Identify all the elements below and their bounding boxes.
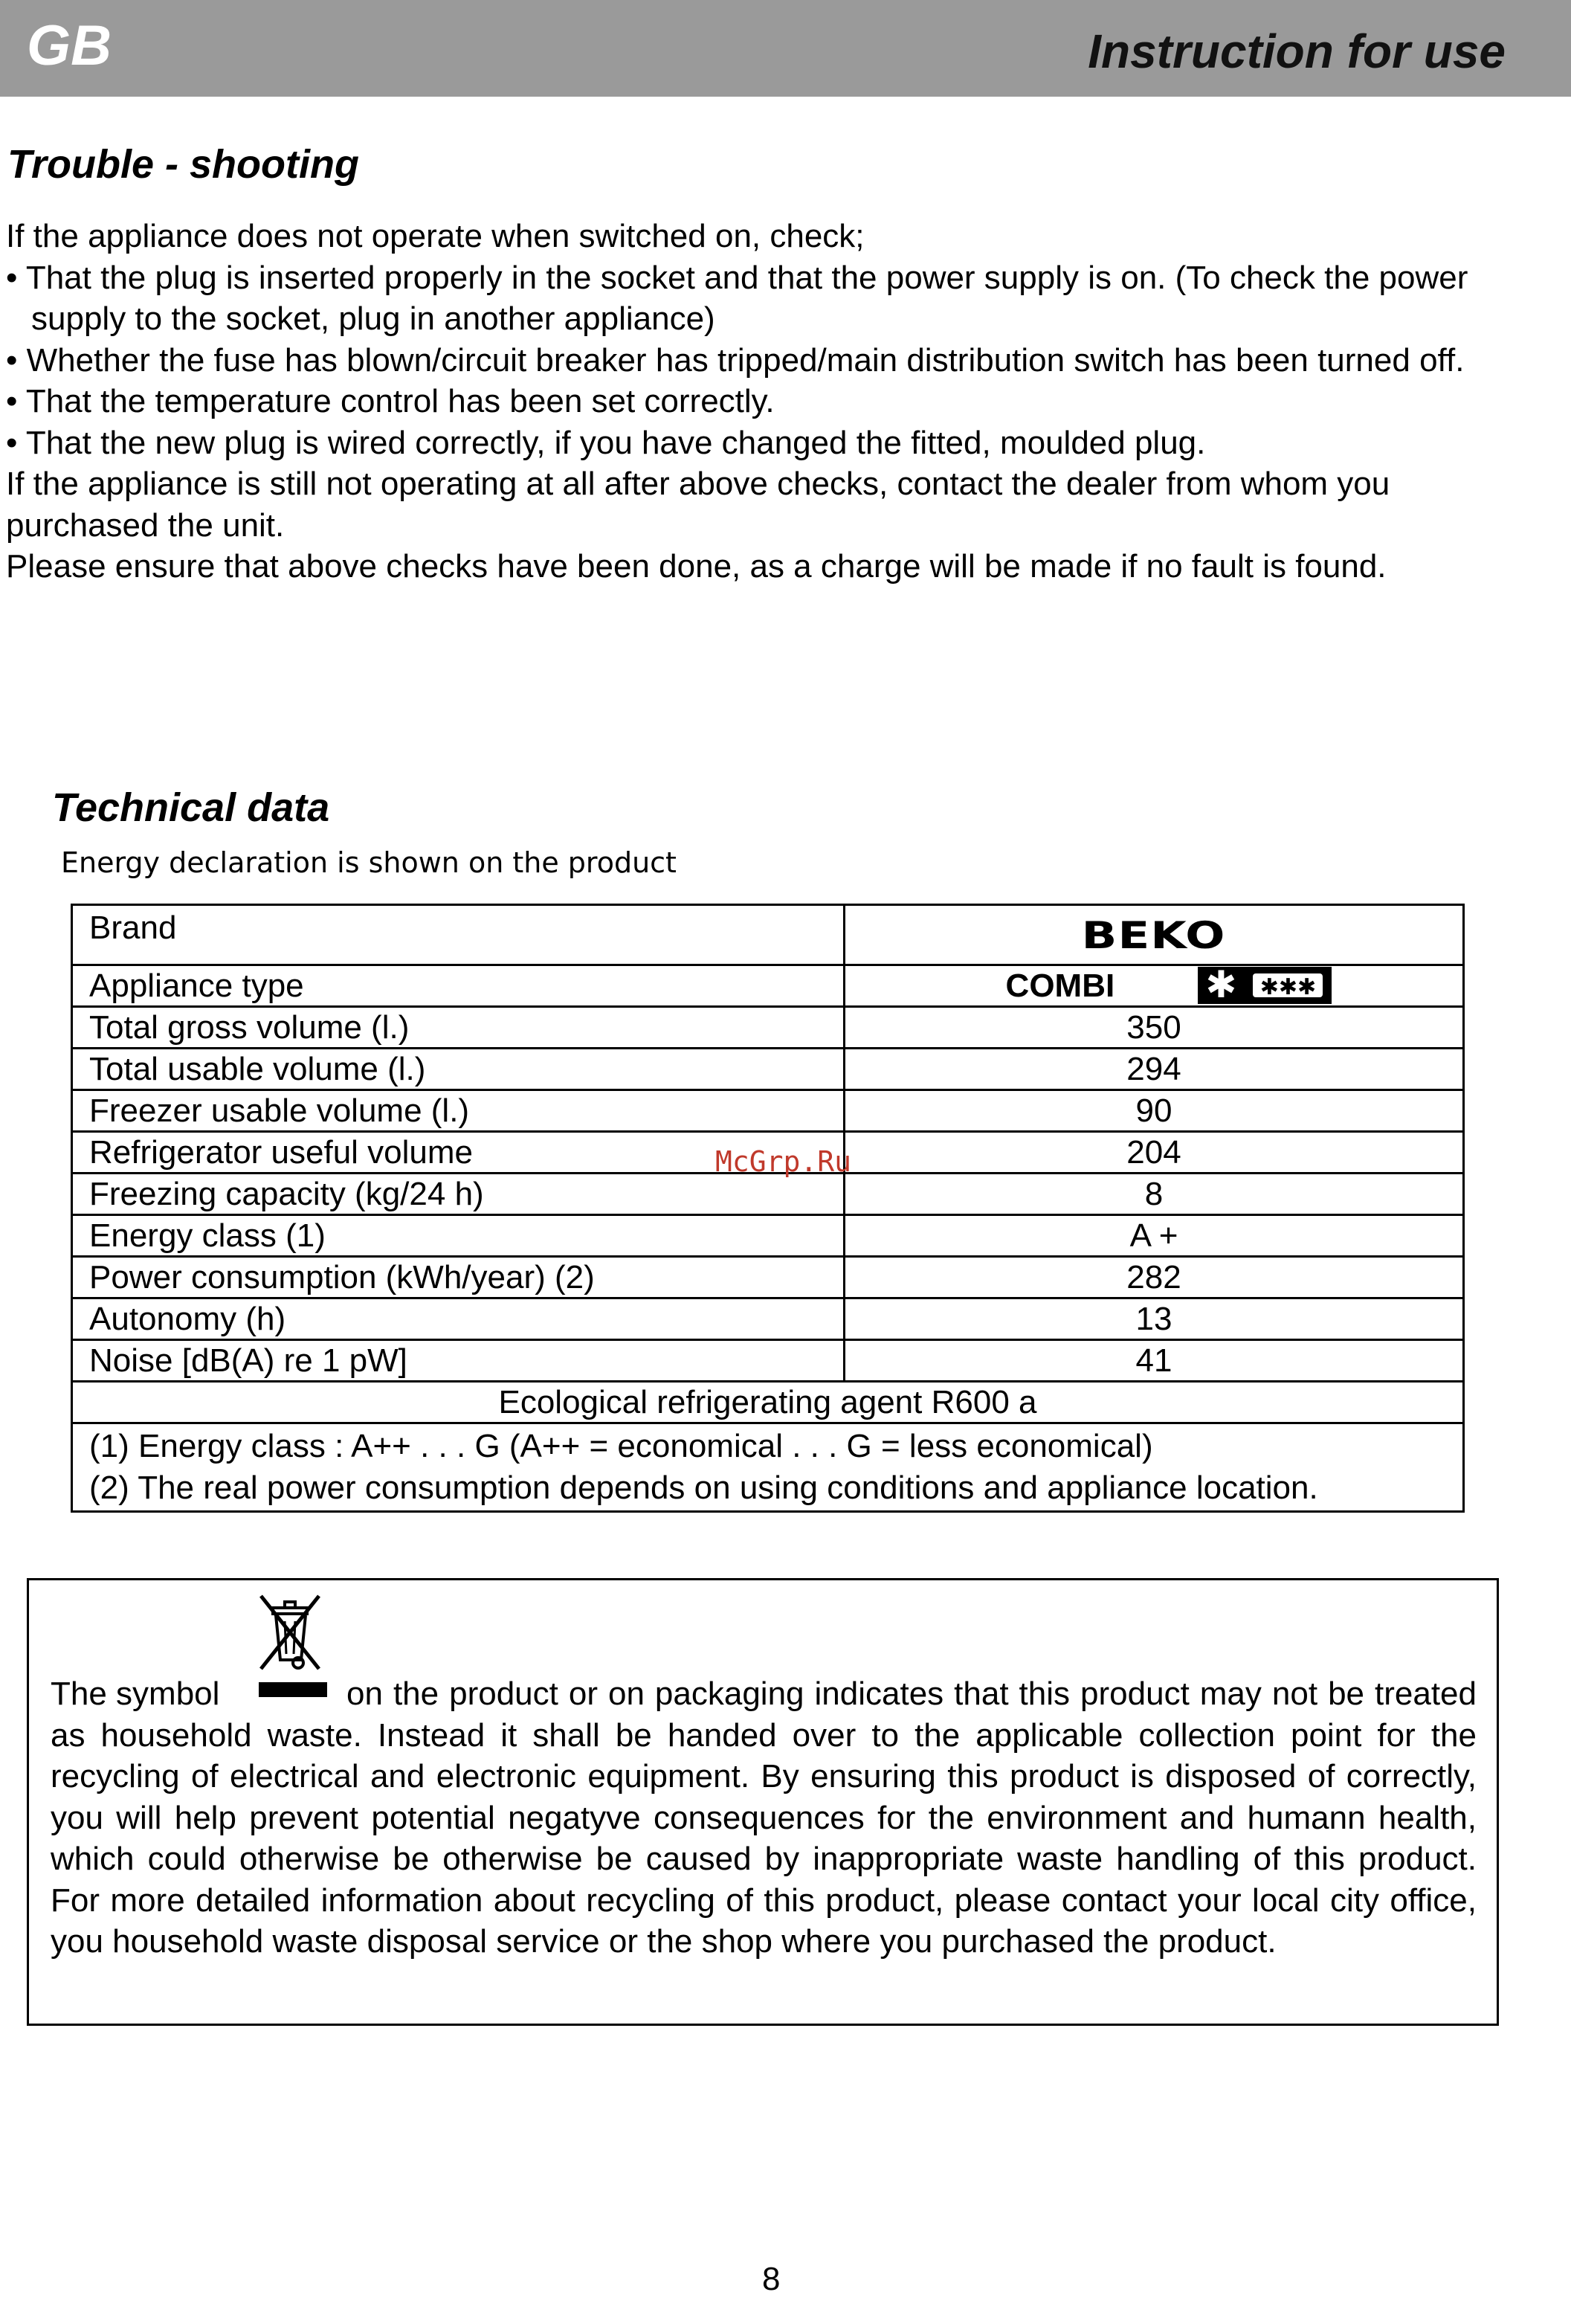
table-row: [72, 1049, 1464, 1090]
four-star-freezer-icon: [1198, 963, 1332, 1007]
appliance-type-label: Appliance type: [72, 965, 845, 1007]
technical-data-title: Technical data: [52, 785, 330, 830]
header-title: Instruction for use: [1088, 25, 1506, 78]
table-row-brand: [72, 905, 1464, 965]
table-notes: [72, 1423, 1464, 1512]
appliance-type-value-cell: [845, 965, 1464, 1007]
trouble-bullet-new-plug: • That the new plug is wired correctly, if you have changed the fitted, moulded plug.: [6, 424, 1206, 461]
watermark: McGrp.Ru: [715, 1145, 852, 1178]
trouble-intro: If the appliance does not operate when switched on, check;: [6, 218, 865, 254]
spec-label: Power consumption (kWh/year) (2): [72, 1257, 845, 1298]
trouble-shooting-title: Trouble - shooting: [7, 142, 359, 187]
spec-label: Freezer usable volume (l.): [72, 1090, 845, 1132]
spec-value: 90: [845, 1090, 1464, 1132]
table-row: [72, 1090, 1464, 1132]
energy-declaration-note: Energy declaration is shown on the product: [61, 846, 677, 879]
table-row: [72, 1174, 1464, 1215]
table-row: [72, 1340, 1464, 1382]
spec-value: 13: [845, 1298, 1464, 1340]
beko-logo: BEKO: [1081, 914, 1227, 958]
table-row: [72, 1298, 1464, 1340]
spec-label: Total gross volume (l.): [72, 1007, 845, 1049]
appliance-type-value: COMBI: [1005, 968, 1115, 1004]
table-row-appliance-type: [72, 965, 1464, 1007]
trouble-charge-note: Please ensure that above checks have been done, as a charge will be made if no fault is found.: [6, 548, 1387, 585]
table-row-notes: [72, 1423, 1464, 1512]
spec-label: Freezing capacity (kg/24 h): [72, 1174, 845, 1215]
spec-value: 294: [845, 1049, 1464, 1090]
table-row-refrigerant: [72, 1382, 1464, 1423]
table-row: [72, 1215, 1464, 1257]
weee-body-text: on the product or on packaging indicates that this product may not be treated as household waste. Instead it shall be handed over to the applicable collection point for the recycling of electrical and electronic equipment. By ensuring this product is disposed of correctly, you will help prevent potential negatyve consequences for the environment and humann health, which could otherwise be otherwise be caused by inappropriate waste handling of this product. For more detailed information about recycling of this product, please contact your local city office, you household waste disposal service or the shop where you purchased the product.: [51, 1676, 1477, 1960]
note-power-consumption: (2) The real power consumption depends on using conditions and appliance location.: [89, 1470, 1318, 1506]
weee-lead-text: The symbol: [51, 1676, 220, 1712]
spec-value: 350: [845, 1007, 1464, 1049]
spec-label: Noise [dB(A) re 1 pW]: [72, 1340, 845, 1382]
trouble-bullet-plug: • That the plug is inserted properly in the socket and that the power supply is on. (To check the power supply to the socket, plug in another appliance): [6, 259, 1468, 337]
spec-label: Refrigerator useful volume: [72, 1132, 845, 1174]
brand-value: [845, 905, 1464, 965]
trouble-bullet-temperature: • That the temperature control has been set correctly.: [6, 383, 775, 419]
trouble-contact-dealer: If the appliance is still not operating at all after above checks, contact the dealer from whom you purchased the unit.: [6, 466, 1390, 544]
crossed-out-wheelie-bin-icon: [257, 1591, 323, 1672]
weee-notice-text: [51, 1673, 1477, 1963]
spec-label: Energy class (1): [72, 1215, 845, 1257]
header-language-code: GB: [27, 14, 112, 77]
note-energy-class: (1) Energy class : A++ . . . G (A++ = economical . . . G = less economical): [89, 1428, 1153, 1464]
spec-value: 204: [845, 1132, 1464, 1174]
refrigerant-agent: Ecological refrigerating agent R600 a: [72, 1382, 1464, 1423]
freezer-three-stars-icon: ✱✱✱: [1253, 973, 1323, 997]
trouble-bullet-fuse: • Whether the fuse has blown/circuit breaker has tripped/main distribution switch has been turned off.: [6, 341, 1465, 379]
table-row: [72, 1257, 1464, 1298]
technical-data-table: [71, 904, 1465, 1513]
freezer-star-icon: ✱: [1205, 963, 1237, 1007]
page-number: 8: [762, 2261, 781, 2297]
trouble-shooting-text: [6, 216, 1538, 588]
spec-label: Autonomy (h): [72, 1298, 845, 1340]
spec-value: 8: [845, 1174, 1464, 1215]
spec-value: 41: [845, 1340, 1464, 1382]
spec-value: 282: [845, 1257, 1464, 1298]
table-row: [72, 1007, 1464, 1049]
spec-label: Total usable volume (l.): [72, 1049, 845, 1090]
spec-value: A +: [845, 1215, 1464, 1257]
brand-label: Brand: [72, 905, 845, 965]
